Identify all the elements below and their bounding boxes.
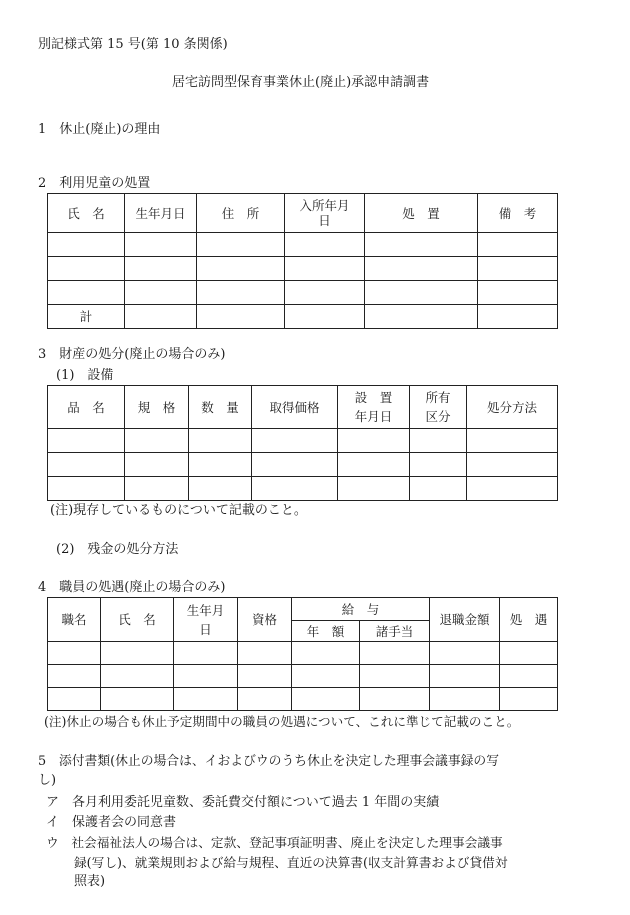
header-quantity: 数 量 (189, 386, 252, 429)
header-acquisition-price: 取得価格 (252, 386, 338, 429)
header-birthdate: 生年月日 (125, 194, 197, 233)
header-address: 住 所 (197, 194, 285, 233)
header-annual-salary: 年 額 (292, 621, 360, 642)
total-row (48, 305, 558, 329)
section-3-sub2: (2) 残金の処分方法 (56, 542, 179, 557)
section-3-note: (注)現存しているものについて記載のこと。 (50, 503, 307, 518)
table-row (48, 233, 558, 257)
header-name: 氏 名 (48, 194, 125, 233)
list-item: ア 各月利用委託児童数、委託費交付額について過去 1 年間の実績 (46, 795, 440, 810)
section-1-heading: 1 休止(廃止)の理由 (38, 122, 161, 137)
header-item-name: 品 名 (48, 386, 125, 429)
header-spec: 規 格 (125, 386, 189, 429)
list-item-continued: 照表) (74, 874, 106, 889)
header-salary: 給 与 (292, 598, 430, 621)
header-staff-birthdate: 生年月日 (174, 598, 238, 642)
table-row (48, 429, 558, 453)
header-allowances: 諸手当 (360, 621, 430, 642)
section-3-sub1: (1) 設備 (56, 368, 114, 383)
table-row (48, 453, 558, 477)
header-staff-name: 氏 名 (101, 598, 174, 642)
section-4-heading: 4 職員の処遇(廃止の場合のみ) (38, 580, 226, 595)
total-label: 計 (48, 305, 125, 329)
header-ownership: 所有区分 (410, 386, 467, 429)
header-retirement-allowance: 退職金額 (430, 598, 500, 642)
header-disposal-method: 処分方法 (467, 386, 558, 429)
header-position: 職名 (48, 598, 101, 642)
form-number: 別記様式第 15 号(第 10 条関係) (38, 37, 228, 52)
list-item: ウ 社会福祉法人の場合は、定款、登記事項証明書、廃止を決定した理事会議事 (46, 835, 503, 850)
section-4-note: (注)休止の場合も休止予定期間中の職員の処遇について、これに準じて記載のこと。 (44, 714, 520, 729)
list-item: イ 保護者会の同意書 (46, 815, 177, 830)
staff-table (47, 597, 558, 711)
section-5-heading: 5 添付書類(休止の場合は、イおよびウのうち休止を決定した理事会議事録の写 (38, 754, 500, 769)
header-disposition: 処 置 (365, 194, 478, 233)
header-qualification: 資格 (238, 598, 292, 642)
table-header-row (48, 194, 558, 233)
table-header-row (48, 386, 558, 429)
table-row (48, 642, 558, 665)
header-treatment: 処 遇 (500, 598, 558, 642)
attachment-list (46, 793, 439, 833)
equipment-table (47, 385, 558, 501)
document-title: 居宅訪問型保育事業休止(廃止)承認申請調書 (172, 75, 430, 90)
table-row (48, 257, 558, 281)
header-remarks: 備 考 (478, 194, 558, 233)
section-5-heading-continued: し) (38, 773, 57, 788)
table-row (48, 665, 558, 688)
section-3-heading: 3 財産の処分(廃止の場合のみ) (38, 347, 226, 362)
table-row (48, 281, 558, 305)
header-installation-date: 設 置年月日 (338, 386, 410, 429)
table-row (48, 477, 558, 501)
table-header-row (48, 598, 558, 621)
list-item-continued: 録(写し)、就業規則および給与規程、直近の決算書(収支計算書および貸借対 (74, 855, 508, 870)
header-admission-date: 入所年月日 (285, 194, 365, 233)
section-2-heading: 2 利用児童の処置 (38, 176, 151, 191)
children-table (47, 193, 558, 329)
table-row (48, 688, 558, 711)
